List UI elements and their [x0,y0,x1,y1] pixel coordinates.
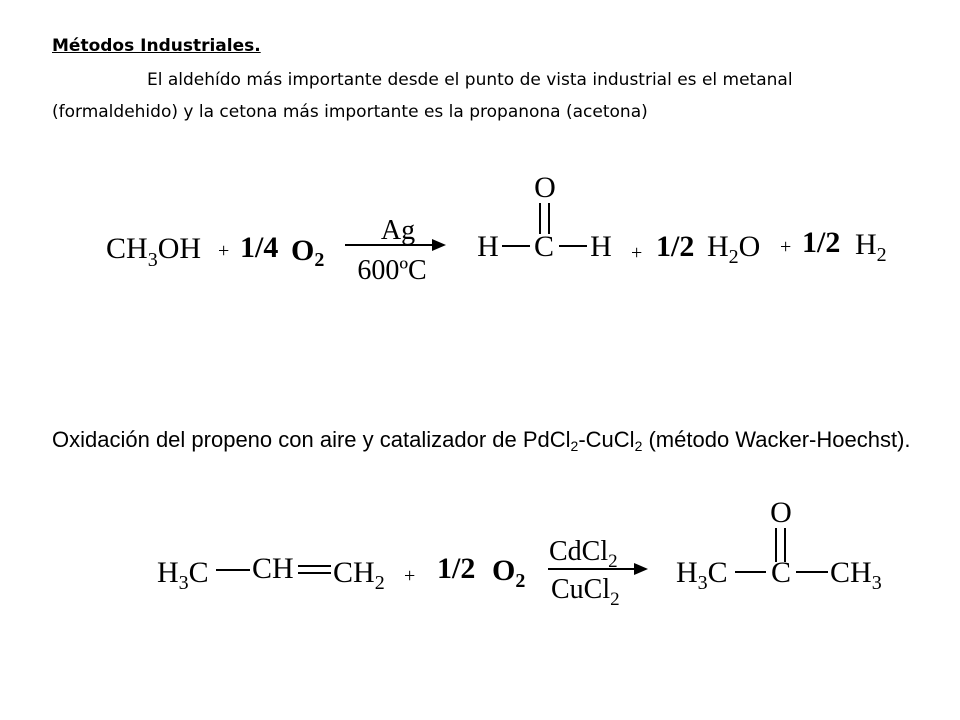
subscript: 2 [570,438,579,454]
subscript: 2 [634,438,643,454]
catalyst-bottom-label: CuCl$_2$ [551,574,620,610]
hydrogen-formula: $H_2$ [855,228,887,266]
plus-sign: + [780,236,792,258]
methyl-group: $CH_3$ [830,556,882,594]
oxygen-atom: O [770,496,792,529]
reaction-2 [157,496,882,610]
intro-line-2: (formaldehido) y la cetona más importante es la propanona (acetona) [52,102,648,122]
oxygen-formula: $O_2$ [492,554,526,592]
arrow-head [634,563,648,575]
hydrogen-atom-right: H [590,230,612,263]
section-heading: Métodos Industriales. [52,36,261,56]
methyl-group: $H_3C$ [676,556,728,594]
hydrogen-atom-left: H [477,230,499,263]
methanol-formula: $CH_3OH$ [106,232,202,271]
catalyst-label: Ag [380,215,416,246]
ch-group: CH [252,552,294,585]
intro-line-1: El aldehído más importante desde el punto de vista industrial es el metanal [147,70,793,90]
paragraph-text: -CuCl [578,427,635,452]
water-formula: $H_2O$ [707,230,761,268]
ch2-group: $CH_2$ [333,556,385,594]
plus-sign: + [631,242,643,264]
coefficient: 1/2 [656,230,695,263]
temperature-label: 600ºC [357,255,427,286]
reaction-1 [106,171,887,286]
plus-sign: + [218,240,230,262]
oxygen-formula: $O_2$ [291,234,325,271]
wacker-paragraph [52,424,912,456]
paragraph-text: (método Wacker-Hoechst). [642,427,911,452]
carbonyl-carbon: C [770,556,792,589]
oxygen-atom: O [534,171,556,204]
catalyst-top-label: CdCl$_2$ [549,536,618,572]
paragraph-text: Oxidación del propeno con aire y catalizador de PdCl [52,427,571,452]
carbon-atom: C [533,230,555,263]
coefficient: 1/2 [437,552,476,585]
plus-sign: + [404,565,416,587]
coefficient: 1/2 [802,226,841,259]
methyl-group: $H_3C$ [157,556,209,594]
coefficient: 1/4 [240,231,279,264]
arrow-head [432,239,446,251]
